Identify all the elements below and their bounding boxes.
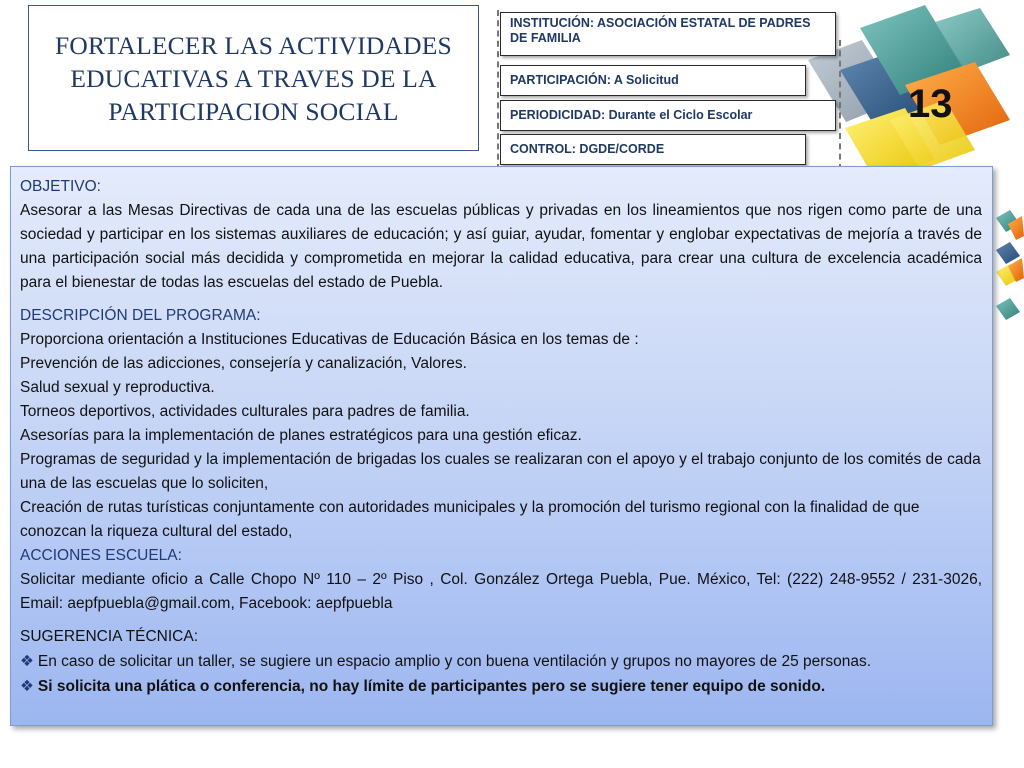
info-institucion: [500, 12, 836, 56]
sugerencia-bullet: [20, 674, 982, 699]
info-control: [500, 134, 806, 165]
page-number: 13: [908, 82, 953, 126]
sugerencia-bullet-text: Si solicita una plática o conferencia, no hay límite de participantes pero se sugiere tener equipo de sonido.: [37, 678, 826, 695]
content-panel: [10, 166, 993, 726]
info-participacion: [500, 65, 806, 96]
descripcion-line: Prevención de las adicciones, consejería y canalización, Valores.: [20, 355, 467, 372]
control-text: CONTROL: DGDE/CORDE: [510, 142, 665, 156]
descripcion-line: Proporciona orientación a Instituciones Educativas de Educación Básica en los temas de :: [20, 331, 639, 348]
descripcion-line: Creación de rutas turísticas conjuntamente con autoridades municipales y la promoción del turismo regional con la finalidad de que conozcan la riqueza cultural del estado,: [20, 499, 920, 540]
sugerencia-bullet-text: En caso de solicitar un taller, se sugiere un espacio amplio y con buena ventilación y grupos no mayores de 25 personas.: [37, 653, 872, 670]
sugerencia-heading: SUGERENCIA TÉCNICA:: [20, 628, 199, 645]
dashed-divider-left: [497, 10, 499, 170]
institucion-text: INSTITUCIÓN: ASOCIACIÓN ESTATAL DE PADRES DE FAMILIA: [510, 16, 811, 45]
objetivo-heading: OBJETIVO:: [20, 178, 101, 195]
acciones-text: Solicitar mediante oficio a Calle Chopo Nº 110 – 2º Piso , Col. González Ortega Puebla, Pue. México, Tel: (222) 248-9552 / 231-3026, Email: aepfpuebla@gmail.com, Facebook: aepfpuebla: [20, 571, 982, 612]
descripcion-line: Salud sexual y reproductiva.: [20, 379, 215, 396]
diamond-bullet-icon: ❖: [20, 677, 34, 695]
descripcion-heading: DESCRIPCIÓN DEL PROGRAMA:: [20, 307, 261, 324]
descripcion-line: Torneos deportivos, actividades culturales para padres de familia.: [20, 403, 470, 420]
dashed-divider-right: [839, 40, 841, 170]
diamond-bullet-icon: ❖: [20, 652, 34, 670]
objetivo-text: Asesorar a las Mesas Directivas de cada una de las escuelas públicas y privadas en los lineamientos que nos rigen como parte de una sociedad y participar en los sistemas auxiliares de educación; y así guiar, ayudar, fomentar y englobar expectativas de mejoría a través de una participación social más decidida y comprometida en mejorar la calidad educativa, para crear una cultura de excelencia académica para el bienestar de todas las escuelas del estado de Puebla.: [20, 202, 982, 291]
descripcion-line: Programas de seguridad y la implementación de brigadas los cuales se realizaran con el apoyo y el trabajo conjunto de los comités de cada una de las escuelas que lo soliciten,: [20, 451, 981, 492]
descripcion-line: Asesorías para la implementación de planes estratégicos para una gestión eficaz.: [20, 427, 582, 444]
participacion-text: PARTICIPACIÓN: A Solicitud: [510, 73, 679, 87]
sugerencia-bullet: [20, 649, 982, 674]
page-title: FORTALECER LAS ACTIVIDADES EDUCATIVAS A TRAVES DE LA PARTICIPACION SOCIAL: [55, 30, 452, 126]
small-square-cluster: [996, 210, 1024, 320]
info-periodicidad: [500, 100, 836, 131]
acciones-heading: ACCIONES ESCUELA:: [20, 547, 182, 564]
periodicidad-text: PERIODICIDAD: Durante el Ciclo Escolar: [510, 108, 753, 122]
title-box: [28, 5, 479, 151]
